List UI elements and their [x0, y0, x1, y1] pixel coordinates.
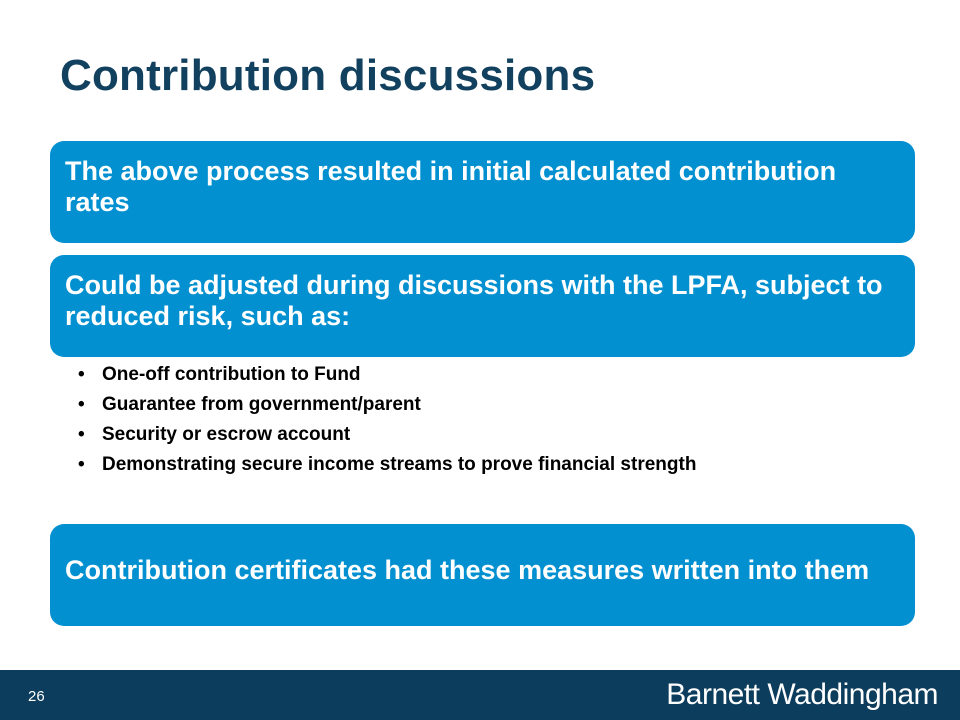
brand-logo: Barnett Waddingham: [666, 678, 938, 711]
bullet-marker: •: [78, 424, 85, 445]
bullet-item: [78, 394, 878, 415]
bullet-item: [78, 454, 878, 475]
bullet-list: [78, 364, 878, 484]
bullet-marker: •: [78, 364, 85, 385]
bullet-text: Demonstrating secure income streams to prove financial strength: [102, 454, 697, 475]
content-box-adjustments: [50, 255, 915, 357]
bullet-marker: •: [78, 454, 85, 475]
bullet-marker: •: [78, 394, 85, 415]
content-box-text: Could be adjusted during discussions with the LPFA, subject to reduced risk, such as:: [65, 270, 883, 331]
bullet-text: Guarantee from government/parent: [102, 394, 421, 415]
bullet-text: Security or escrow account: [102, 424, 351, 445]
bullet-text: One-off contribution to Fund: [102, 364, 361, 385]
slide-title: Contribution discussions: [60, 51, 596, 100]
bullet-item: [78, 424, 878, 445]
content-box-text: The above process resulted in initial calculated contribution rates: [65, 156, 837, 217]
bullet-item: [78, 364, 878, 385]
content-box-initial-rates: [50, 141, 915, 243]
footer-bar: [0, 670, 960, 720]
content-box-certificates: [50, 524, 915, 626]
page-number: 26: [28, 688, 45, 705]
content-box-text: Contribution certificates had these measures written into them: [65, 554, 870, 585]
